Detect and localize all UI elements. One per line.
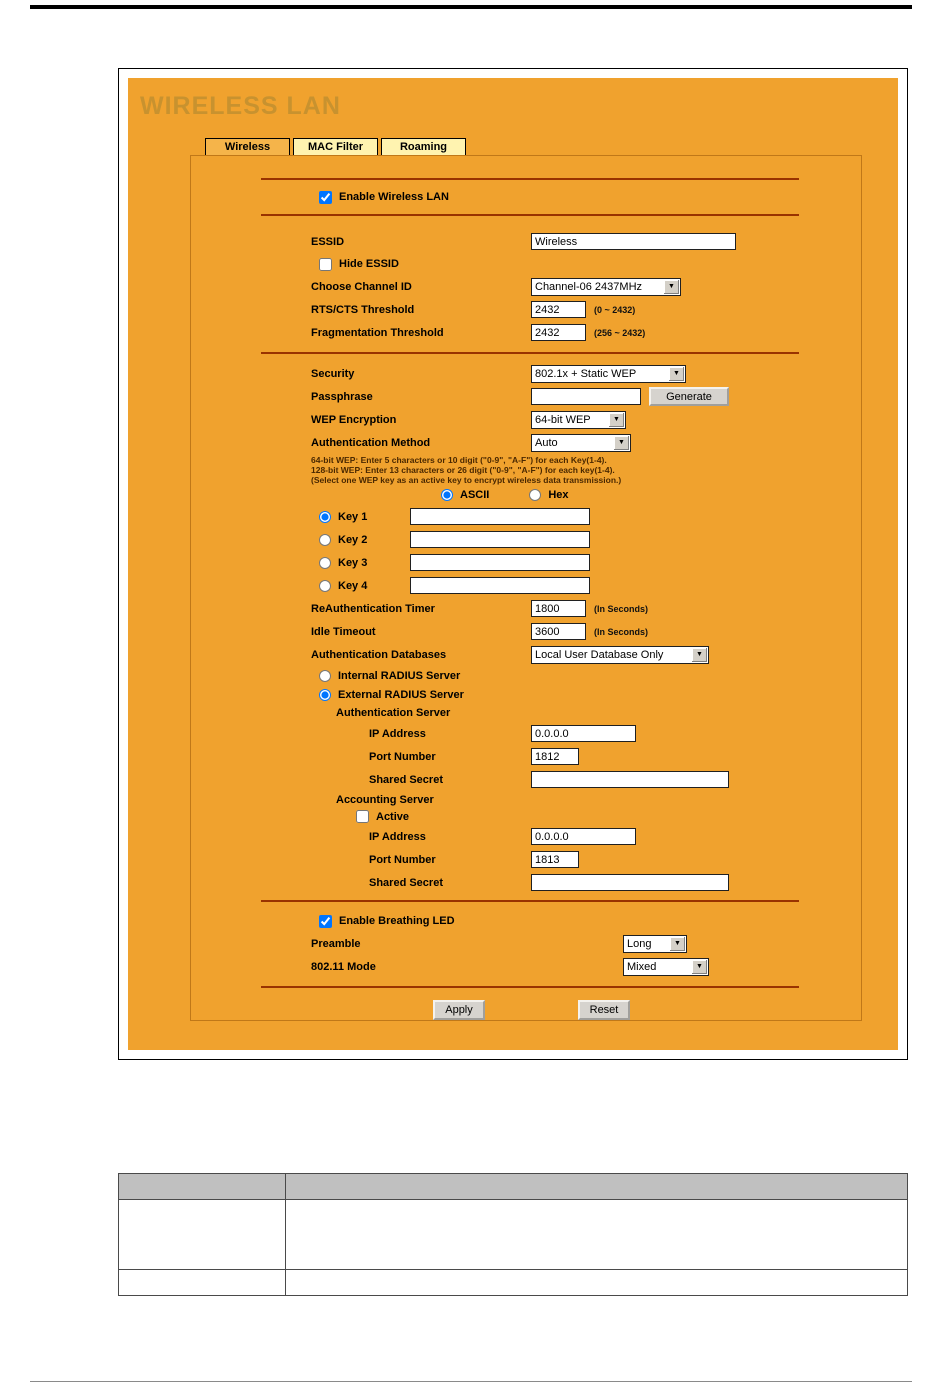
- mode-label: 802.11 Mode: [311, 960, 376, 973]
- wep-encryption-select[interactable]: [531, 411, 626, 429]
- auth-method-value: Auto: [535, 436, 558, 449]
- reauth-timer-label: ReAuthentication Timer: [311, 602, 435, 615]
- passphrase-input[interactable]: [531, 388, 641, 405]
- acct-server-ip-input[interactable]: [531, 828, 636, 845]
- hex-radio[interactable]: [529, 489, 541, 501]
- acct-server-ip-label: IP Address: [369, 830, 426, 843]
- idle-timeout-input[interactable]: [531, 623, 586, 640]
- passphrase-row: [191, 385, 861, 408]
- acct-server-secret-label: Shared Secret: [369, 876, 443, 889]
- acct-server-secret-input[interactable]: [531, 874, 729, 891]
- idle-timeout-row: [191, 620, 861, 643]
- acct-server-secret-row: [191, 871, 861, 894]
- fragmentation-threshold-input[interactable]: [531, 324, 586, 341]
- channel-select[interactable]: [531, 278, 681, 296]
- acct-server-port-label: Port Number: [369, 853, 436, 866]
- auth-server-secret-label: Shared Secret: [369, 773, 443, 786]
- key3-radio[interactable]: [319, 557, 331, 569]
- enable-wireless-label: Enable Wireless LAN: [339, 191, 449, 203]
- dropdown-arrow-icon: ▼: [670, 937, 685, 951]
- wep-note-line: (Select one WEP key as an active key to encrypt wireless data transmission.): [311, 475, 622, 485]
- key3-input[interactable]: [410, 554, 590, 571]
- key2-input[interactable]: [410, 531, 590, 548]
- security-select[interactable]: [531, 365, 686, 383]
- reauth-timer-row: [191, 597, 861, 620]
- auth-method-label: Authentication Method: [311, 436, 431, 449]
- acct-active-row: [191, 808, 861, 825]
- page-top-rule: [30, 5, 912, 9]
- fragmentation-threshold-row: [191, 321, 861, 344]
- channel-row: [191, 275, 861, 298]
- channel-value: Channel-06 2437MHz: [535, 280, 643, 293]
- auth-databases-select[interactable]: [531, 646, 709, 664]
- acct-server-ip-row: [191, 825, 861, 848]
- key4-input[interactable]: [410, 577, 590, 594]
- table-cell: [119, 1200, 286, 1270]
- external-radius-row: [191, 686, 861, 704]
- key4-radio[interactable]: [319, 580, 331, 592]
- internal-radius-label: Internal RADIUS Server: [338, 670, 461, 682]
- auth-server-port-row: [191, 745, 861, 768]
- wep-note-block: [191, 454, 861, 485]
- reauth-timer-hint: (In Seconds): [594, 603, 649, 614]
- screenshot-frame: [118, 68, 908, 1060]
- wireless-lan-screen: [128, 78, 898, 1050]
- key4-row: [191, 574, 861, 597]
- tab-mac-filter[interactable]: MAC Filter: [293, 138, 378, 155]
- key2-radio[interactable]: [319, 534, 331, 546]
- auth-server-ip-input[interactable]: [531, 725, 636, 742]
- auth-server-port-label: Port Number: [369, 750, 436, 763]
- wep-note-line: 64-bit WEP: Enter 5 characters or 10 digit ("0-9", "A-F") for each Key(1-4).: [311, 455, 607, 465]
- auth-method-row: [191, 431, 861, 454]
- key1-row: [191, 505, 861, 528]
- apply-button[interactable]: Apply: [433, 1000, 485, 1020]
- internal-radius-row: [191, 666, 861, 686]
- essid-label: ESSID: [311, 235, 345, 248]
- idle-timeout-label: Idle Timeout: [311, 625, 376, 638]
- hex-label: Hex: [548, 489, 569, 501]
- reset-button[interactable]: Reset: [578, 1000, 630, 1020]
- section-divider: [261, 178, 799, 180]
- wep-encryption-value: 64-bit WEP: [535, 413, 591, 426]
- table-header-cell: [119, 1174, 286, 1200]
- hide-essid-checkbox[interactable]: [319, 258, 332, 271]
- page-bottom-rule: [30, 1381, 912, 1382]
- generate-button[interactable]: Generate: [649, 387, 729, 406]
- wep-note-line: 128-bit WEP: Enter 13 characters or 26 digit ("0-9", "A-F") for each key(1-4).: [311, 465, 615, 475]
- tab-bar: [205, 138, 469, 155]
- auth-server-port-input[interactable]: [531, 748, 579, 765]
- preamble-label: Preamble: [311, 937, 361, 950]
- wep-encryption-row: [191, 408, 861, 431]
- table-cell: [286, 1270, 908, 1296]
- essid-row: [191, 230, 861, 253]
- section-divider: [261, 214, 799, 216]
- table-cell: [119, 1270, 286, 1296]
- auth-server-ip-row: [191, 722, 861, 745]
- breathing-led-row: [191, 910, 861, 932]
- ascii-label: ASCII: [460, 489, 490, 501]
- rts-threshold-hint: (0 ~ 2432): [594, 304, 636, 315]
- fragmentation-threshold-label: Fragmentation Threshold: [311, 326, 444, 339]
- dropdown-arrow-icon: ▼: [669, 367, 684, 381]
- ascii-radio[interactable]: [441, 489, 453, 501]
- preamble-value: Long: [627, 937, 652, 950]
- acct-server-heading: Accounting Server: [336, 793, 434, 806]
- key2-row: [191, 528, 861, 551]
- wep-encryption-label: WEP Encryption: [311, 413, 397, 426]
- table-header-cell: [286, 1174, 908, 1200]
- auth-server-secret-input[interactable]: [531, 771, 729, 788]
- reauth-timer-input[interactable]: [531, 600, 586, 617]
- acct-server-port-row: [191, 848, 861, 871]
- preamble-row: [191, 932, 861, 955]
- key4-label: Key 4: [338, 579, 368, 592]
- external-radius-radio[interactable]: [319, 689, 331, 701]
- security-label: Security: [311, 367, 355, 380]
- mode-value: Mixed: [627, 960, 657, 973]
- section-divider: [261, 900, 799, 902]
- table-row: [119, 1270, 908, 1296]
- auth-method-select[interactable]: [531, 434, 631, 452]
- enable-wireless-row: [191, 186, 861, 208]
- preamble-select[interactable]: [623, 935, 687, 953]
- auth-server-heading: Authentication Server: [336, 707, 451, 719]
- rts-threshold-label: RTS/CTS Threshold: [311, 303, 415, 316]
- dropdown-arrow-icon: ▼: [692, 648, 707, 662]
- acct-server-port-input[interactable]: [531, 851, 579, 868]
- fragmentation-threshold-hint: (256 ~ 2432): [594, 327, 646, 338]
- section-divider: [261, 986, 799, 988]
- table-row: [119, 1200, 908, 1270]
- action-button-row: [191, 1000, 861, 1020]
- key3-label: Key 3: [338, 556, 368, 569]
- auth-databases-row: [191, 643, 861, 666]
- idle-timeout-hint: (In Seconds): [594, 626, 649, 637]
- key1-input[interactable]: [410, 508, 590, 525]
- section-divider: [261, 352, 799, 354]
- key1-label: Key 1: [338, 510, 368, 523]
- acct-active-label: Active: [376, 810, 410, 823]
- acct-active-checkbox[interactable]: [356, 810, 369, 823]
- security-value: 802.1x + Static WEP: [535, 367, 637, 380]
- key-type-row: [191, 485, 861, 505]
- passphrase-label: Passphrase: [311, 390, 373, 403]
- description-table: [118, 1173, 908, 1296]
- auth-databases-value: Local User Database Only: [535, 648, 664, 661]
- dropdown-arrow-icon: ▼: [664, 280, 679, 294]
- breathing-led-label: Enable Breathing LED: [339, 915, 455, 927]
- rts-threshold-row: [191, 298, 861, 321]
- hide-essid-label: Hide ESSID: [339, 258, 399, 270]
- enable-wireless-checkbox[interactable]: [319, 191, 332, 204]
- mode-select[interactable]: [623, 958, 709, 976]
- tab-roaming[interactable]: Roaming: [381, 138, 466, 155]
- essid-input[interactable]: [531, 233, 736, 250]
- security-row: [191, 362, 861, 385]
- external-radius-label: External RADIUS Server: [338, 689, 464, 701]
- auth-databases-label: Authentication Databases: [311, 648, 447, 661]
- channel-label: Choose Channel ID: [311, 280, 412, 293]
- key1-radio[interactable]: [319, 511, 331, 523]
- tab-wireless[interactable]: Wireless: [205, 138, 290, 155]
- table-header-row: [119, 1174, 908, 1200]
- breathing-led-checkbox[interactable]: [319, 915, 332, 928]
- dropdown-arrow-icon: ▼: [614, 436, 629, 450]
- page-title: WIRELESS LAN: [140, 92, 341, 120]
- dropdown-arrow-icon: ▼: [692, 960, 707, 974]
- key2-label: Key 2: [338, 533, 368, 546]
- internal-radius-radio[interactable]: [319, 670, 331, 682]
- mode-row: [191, 955, 861, 978]
- rts-threshold-input[interactable]: [531, 301, 586, 318]
- dropdown-arrow-icon: ▼: [609, 413, 624, 427]
- auth-server-secret-row: [191, 768, 861, 791]
- wireless-settings-panel: [190, 155, 862, 1021]
- table-cell: [286, 1200, 908, 1270]
- key3-row: [191, 551, 861, 574]
- auth-server-ip-label: IP Address: [369, 727, 426, 740]
- hide-essid-row: [191, 253, 861, 275]
